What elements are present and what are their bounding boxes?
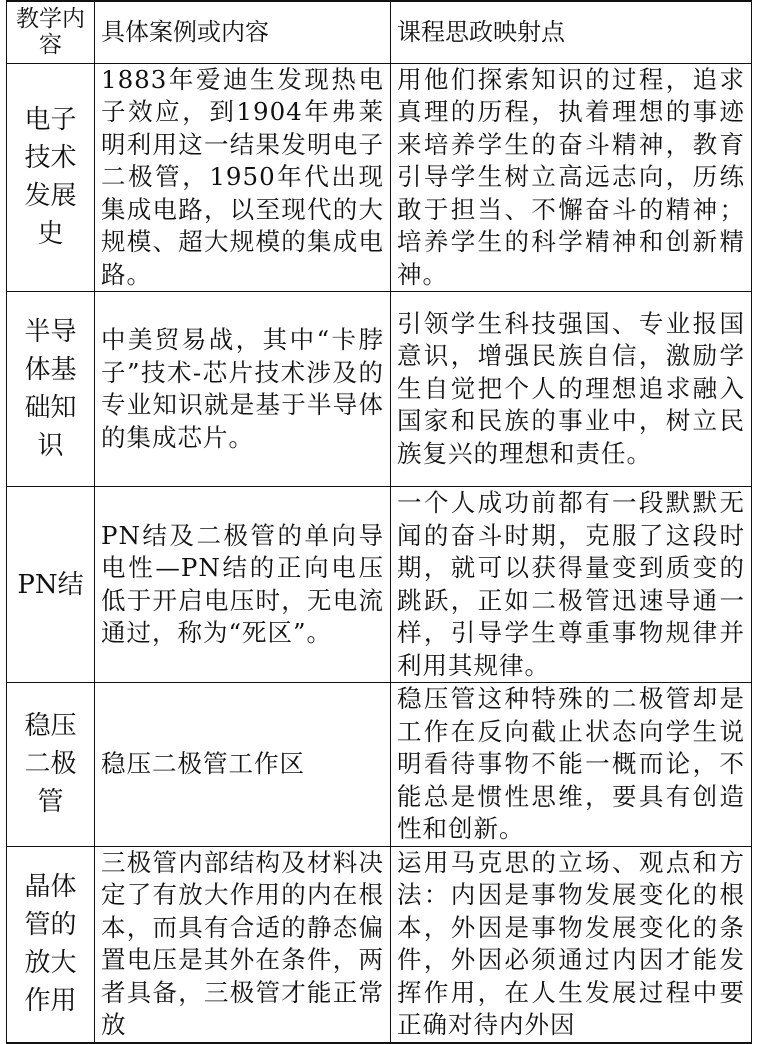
row-ideology-mapping: 运用马克思的立场、观点和方法：内因是事物发展变化的根本，外因是事物发展变化的条件，外因必须通过内因才能发挥作用，在人生发展过程中要正确对待内外因 — [391, 846, 752, 1043]
table-row — [7, 63, 752, 292]
row-ideology-mapping: 引领学生科技强国、专业报国意识，增强民族自信，激励学生自觉把个人的理想追求融入国家和民族的事业中，树立民族复兴的理想和责任。 — [391, 292, 752, 487]
row-topic: PN结 — [7, 487, 95, 683]
table-header — [7, 1, 752, 63]
row-ideology-mapping: 一个人成功前都有一段默默无闻的奋斗时期，克服了这段时期，就可以获得量变到质变的跳跃，正如二极管迅速导通一样，引导学生尊重事物规律并利用其规律。 — [391, 487, 752, 683]
table-body — [7, 63, 752, 1043]
row-topic: 电子技术发展史 — [7, 63, 95, 292]
header-row — [7, 1, 752, 63]
row-ideology-mapping: 用他们探索知识的过程，追求真理的历程，执着理想的事迹来培养学生的奋斗精神，教育引导学生树立高远志向，历练敢于担当、不懈奋斗的精神；培养学生的科学精神和创新精神。 — [391, 63, 752, 292]
row-case-content: 三极管内部结构及材料决定了有放大作用的内在根本，而具有合适的静态偏置电压是其外在条件，两者具备，三极管才能正常放 — [95, 846, 391, 1043]
table-row — [7, 292, 752, 487]
header-ideology-mapping: 课程思政映射点 — [391, 1, 752, 63]
row-ideology-mapping: 稳压管这种特殊的二极管却是工作在反向截止状态向学生说明看待事物不能一概而论，不能总是惯性思维，要具有创造性和创新。 — [391, 683, 752, 847]
table-row — [7, 487, 752, 683]
row-topic: 晶体管的放大作用 — [7, 846, 95, 1043]
row-case-content: 中美贸易战，其中“卡脖子”技术-芯片技术涉及的专业知识就是基于半导体的集成芯片。 — [95, 292, 391, 487]
row-topic: 稳压二极管 — [7, 683, 95, 847]
row-case-content: 1883年爱迪生发现热电子效应，到1904年弗莱明利用这一结果发明电子二极管，1950年代出现集成电路，以至现代的大规模、超大规模的集成电路。 — [95, 63, 391, 292]
row-case-content: PN结及二极管的单向导电性—PN结的正向电压低于开启电压时，无电流通过，称为“死区”。 — [95, 487, 391, 683]
table-row — [7, 846, 752, 1043]
row-topic: 半导体基础知识 — [7, 292, 95, 487]
course-ideology-table — [6, 0, 752, 1044]
header-case-content: 具体案例或内容 — [95, 1, 391, 63]
table-row — [7, 683, 752, 847]
header-teaching-content: 教学内容 — [7, 1, 95, 63]
row-case-content: 稳压二极管工作区 — [95, 683, 391, 847]
